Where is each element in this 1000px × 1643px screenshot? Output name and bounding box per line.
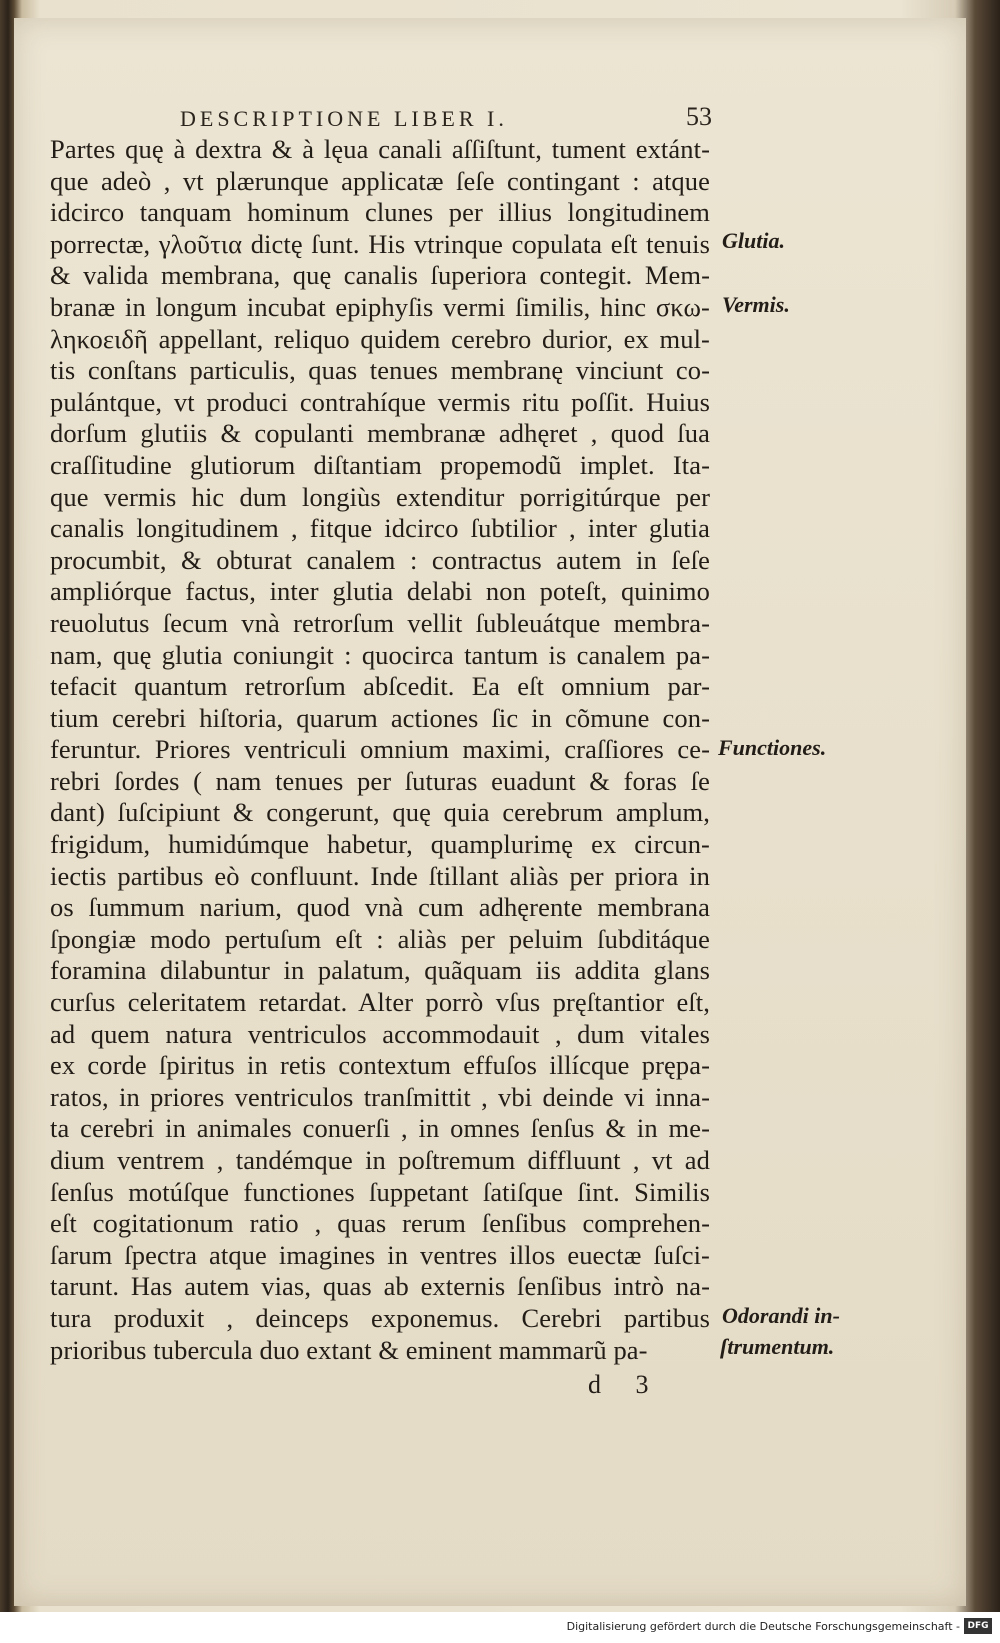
text-line: ad quem natura ventriculos accommodauit , dum vitales — [50, 1018, 710, 1049]
text-line: tura produxit , deinceps exponemus. Cerebri partibus — [50, 1302, 710, 1333]
marginal-note-functiones: Functiones. — [718, 735, 827, 760]
text-line: dium ventrem , tandémque in poſtremum diffluunt , vt ad — [50, 1145, 710, 1175]
text-line: tarunt. Has autem vias, quas ab externis ſenſibus intrò na- — [50, 1271, 710, 1302]
marginal-note-instrumentum: ſtrumentum. — [720, 1334, 835, 1359]
marginal-note-vermis: Vermis. — [722, 292, 790, 317]
text-line: ſpongiæ modo pertuſum eſt : aliàs per peluim ſubditáque — [50, 923, 710, 954]
text-line: iectis partibus eò confluunt. Inde ſtillant aliàs per priora in — [50, 860, 710, 891]
dfg-logo: DFG — [964, 1618, 992, 1634]
text-line: dorſum glutiis & copulanti membranæ adhęret , quod ſua — [50, 418, 710, 449]
text-line: tium cerebri hiſtoria, quarum actiones ſic in cõmune con- — [50, 702, 710, 733]
text-line: tis conſtans particulis, quas tenues membranę vinciunt co- — [50, 355, 710, 386]
page-number: 53 — [686, 102, 712, 131]
body-text — [50, 134, 710, 1366]
text-line: nam, quę glutia coniungit : quocirca tantum is canalem pa- — [50, 639, 710, 670]
text-line: procumbit, & obturat canalem : contractus autem in ſeſe — [50, 544, 710, 575]
text-line: ſenſus motúſque functiones ſuppetant ſatiſque ſint. Similis — [50, 1176, 710, 1207]
text-line: & valida membrana, quę canalis ſuperiora contegit. Mem- — [50, 260, 710, 291]
text-line: branæ in longum incubat epiphyſis vermi ſimilis, hinc σκω- — [50, 291, 710, 322]
footer-bar — [0, 1612, 1000, 1643]
text-line: eſt cogitationum ratio , quas rerum ſenſibus comprehen- — [50, 1208, 710, 1239]
text-line: pulántque, vt produci contrahíque vermis ritu poſſit. Huius — [50, 386, 710, 417]
text-line: ex corde ſpiritus in retis contextum effuſos illícque prępa- — [50, 1050, 710, 1081]
text-line: dant) ſuſcipiunt & congerunt, quę quia cerebrum amplum, — [50, 797, 710, 828]
text-line: que adeò , vt plærunque applicatæ ſeſe contingant : atque — [50, 165, 710, 196]
text-line: feruntur. Priores ventriculi omnium maximi, craſſiores ce- — [50, 734, 710, 765]
text-line: Partes quę à dextra & à lęua canali aſſiſtunt, tument extánt- — [50, 134, 710, 164]
text-line: reuolutus ſecum vnà retrorſum vellit ſubleuátque membra- — [50, 607, 710, 638]
text-line: porrectæ, γλοῦτια dictę ſunt. His vtrinque copulata eſt tenuis — [50, 228, 710, 259]
text-line: ληκοειδῆ appellant, reliquo quidem cerebro durior, ex mul- — [50, 323, 710, 354]
marginal-note-odorandi: Odorandi in- — [722, 1303, 840, 1328]
text-line: ta cerebri in animales conuerſi , in omnes ſenſus & in me- — [50, 1113, 710, 1144]
text-line: ſarum ſpectra atque imagines in ventres illos euectæ ſuſci- — [50, 1239, 710, 1270]
text-line: tefacit quantum retrorſum abſcedit. Ea eſt omnium par- — [50, 671, 710, 702]
text-line: curſus celeritatem retardat. Alter porrò vſus pręſtantior eſt, — [50, 987, 710, 1018]
text-line: foramina dilabuntur in palatum, quãquam iis addita glans — [50, 955, 710, 986]
text-line: os ſummum narium, quod vnà cum adhęrente membrana — [50, 892, 710, 923]
text-line: prioribus tubercula duo extant & eminent mammarũ pa- — [50, 1334, 648, 1365]
text-line: rebri ſordes ( nam tenues per ſuturas euadunt & foras ſe — [50, 765, 710, 796]
signature-mark: d 3 — [588, 1370, 663, 1399]
text-line: frigidum, humidúmque habetur, quamplurimę ex circun- — [50, 829, 710, 860]
text-line: ratos, in priores ventriculos tranſmittit , vbi deinde vi inna- — [50, 1081, 710, 1112]
text-line: ampliórque factus, inter glutia delabi non poteſt, quinimo — [50, 576, 710, 607]
text-line: craſſitudine glutiorum diſtantiam propemodũ implet. Ita- — [50, 449, 710, 480]
footer-credit: Digitalisierung gefördert durch die Deutsche Forschungsgemeinschaft - — [566, 1620, 960, 1633]
text-line: canalis longitudinem , fitque idcirco ſubtilior , inter glutia — [50, 513, 710, 544]
running-head: DESCRIPTIONE LIBER I. — [180, 106, 508, 131]
marginal-note-glutia: Glutia. — [722, 228, 785, 253]
text-line: que vermis hic dum longiùs extenditur porrigitúrque per — [50, 481, 710, 512]
text-line: idcirco tanquam hominum clunes per illius longitudinem — [50, 197, 710, 228]
